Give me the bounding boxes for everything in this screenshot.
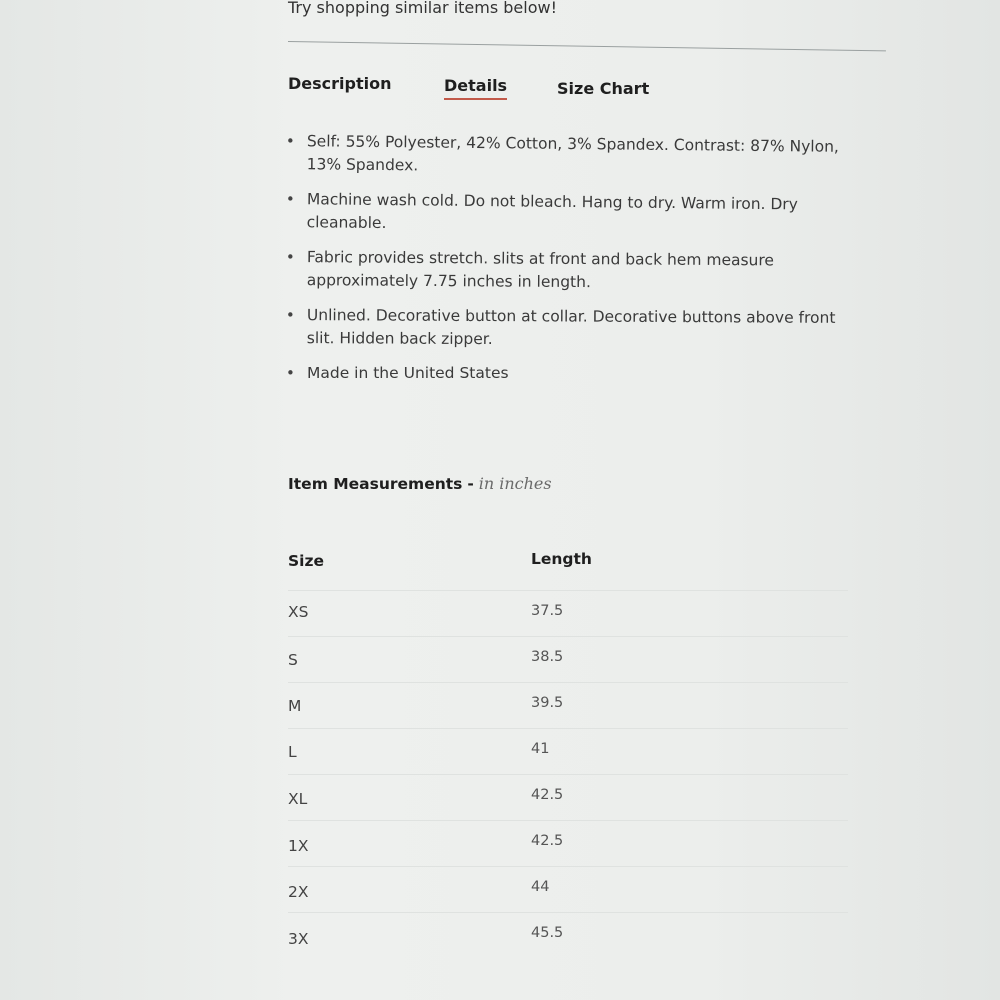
table-row: [288, 774, 848, 821]
details-list-item: [286, 304, 866, 353]
length-cell: 39.5: [531, 695, 564, 711]
product-tabs: [288, 72, 888, 102]
tab-description[interactable]: Description: [288, 74, 392, 93]
tab-size-chart[interactable]: Size Chart: [557, 79, 650, 98]
details-list-item: [286, 188, 866, 240]
size-cell: XL: [288, 790, 308, 808]
size-cell: 2X: [288, 883, 309, 901]
details-list-item: [286, 362, 866, 385]
tab-details[interactable]: Details: [444, 76, 507, 100]
length-cell: 45.5: [531, 925, 564, 941]
measurements-title: Item Measurements: [288, 475, 463, 493]
table-row: [288, 636, 848, 683]
length-cell: 41: [531, 741, 550, 757]
length-cell: 44: [531, 879, 550, 895]
details-list-item: [286, 130, 866, 182]
size-cell: L: [288, 743, 297, 761]
column-header-size: Size: [288, 552, 325, 570]
table-row: [288, 820, 848, 867]
length-cell: 37.5: [531, 603, 564, 619]
details-item-text: Self: 55% Polyester, 42% Cotton, 3% Spandex. Contrast: 87% Nylon, 13% Spandex.: [306, 132, 839, 175]
details-list-item: [286, 246, 866, 296]
length-cell: 38.5: [531, 649, 564, 665]
table-row: [288, 682, 848, 729]
table-row: [288, 590, 848, 637]
length-cell: 42.5: [531, 787, 564, 803]
details-item-text: Unlined. Decorative button at collar. Decorative buttons above front slit. Hidden back zipper.: [306, 306, 836, 349]
table-row: [288, 866, 848, 913]
size-cell: 3X: [288, 930, 309, 948]
table-row: [288, 728, 848, 775]
bullet-icon: •: [285, 189, 295, 209]
size-cell: S: [288, 651, 298, 669]
bullet-icon: •: [285, 131, 295, 151]
table-row: [288, 912, 848, 959]
length-cell: 42.5: [531, 833, 564, 849]
details-list: [286, 130, 866, 397]
size-cell: 1X: [288, 837, 309, 855]
bullet-icon: •: [285, 247, 295, 267]
column-header-length: Length: [531, 550, 592, 568]
details-item-text: Made in the United States: [307, 364, 509, 382]
size-cell: XS: [288, 603, 309, 621]
measurements-unit: in inches: [478, 474, 552, 493]
similar-items-message: Try shopping similar items below!: [288, 0, 557, 17]
details-item-text: Fabric provides stretch. slits at front and back hem measure approximately 7.75 inches in length.: [306, 248, 775, 292]
bullet-icon: •: [285, 305, 295, 325]
details-item-text: Machine wash cold. Do not bleach. Hang to dry. Warm iron. Dry cleanable.: [306, 190, 799, 233]
bullet-icon: •: [286, 364, 295, 382]
section-divider: [288, 41, 886, 51]
size-cell: M: [288, 697, 302, 715]
measurements-heading: [288, 474, 552, 493]
measurements-dash: -: [467, 475, 474, 493]
